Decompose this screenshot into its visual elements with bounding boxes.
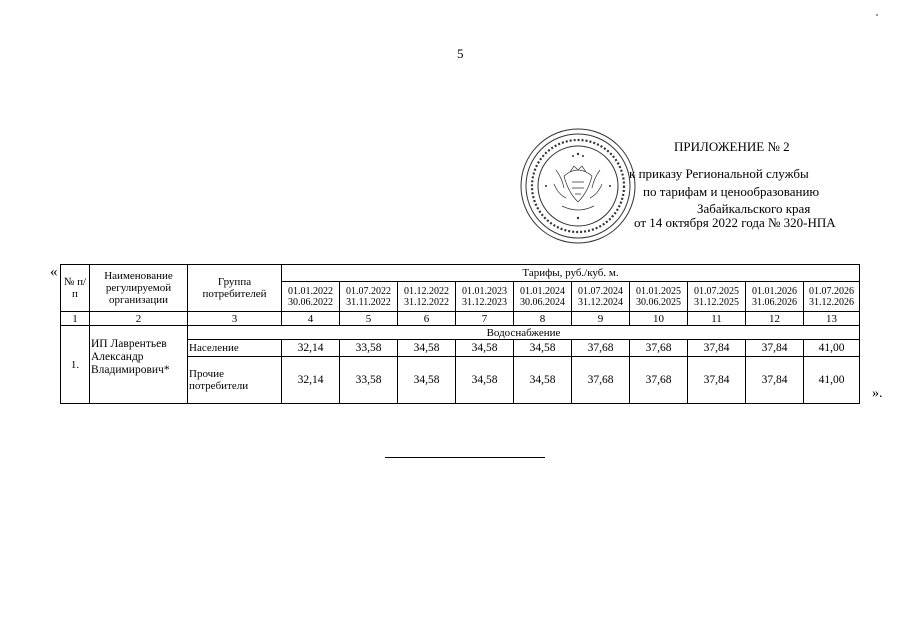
closing-quote: ». xyxy=(872,386,883,401)
tariff-value: 37,84 xyxy=(688,357,746,404)
tariff-table xyxy=(60,264,860,404)
header-number: № п/п xyxy=(61,265,90,312)
column-number: 7 xyxy=(456,312,514,326)
consumer-group-population: Население xyxy=(188,340,282,357)
period-header: 01.12.2022 31.12.2022 xyxy=(398,282,456,312)
column-number: 12 xyxy=(746,312,804,326)
period-header: 01.01.2023 31.12.2023 xyxy=(456,282,514,312)
column-number: 10 xyxy=(630,312,688,326)
tariff-value: 34,58 xyxy=(398,340,456,357)
opening-quote: « xyxy=(50,264,58,280)
tariff-value: 37,68 xyxy=(630,357,688,404)
tariff-value: 37,84 xyxy=(746,357,804,404)
column-number: 4 xyxy=(282,312,340,326)
appendix-title: ПРИЛОЖЕНИЕ № 2 xyxy=(674,139,790,154)
tariff-value: 34,58 xyxy=(514,357,572,404)
tariff-value: 37,84 xyxy=(746,340,804,357)
period-header: 01.07.2025 31.12.2025 xyxy=(688,282,746,312)
column-number: 3 xyxy=(188,312,282,326)
column-number: 13 xyxy=(804,312,860,326)
page-number: 5 xyxy=(457,46,464,61)
header-consumer-group: Группа потребителей xyxy=(188,265,282,312)
column-number: 9 xyxy=(572,312,630,326)
row-number: 1. xyxy=(61,326,90,404)
tariff-value: 32,14 xyxy=(282,340,340,357)
period-header: 01.01.2025 30.06.2025 xyxy=(630,282,688,312)
column-number: 8 xyxy=(514,312,572,326)
header-tariffs: Тарифы, руб./куб. м. xyxy=(282,265,860,282)
column-number: 5 xyxy=(340,312,398,326)
end-rule xyxy=(385,457,545,458)
tariff-value: 34,58 xyxy=(456,340,514,357)
tariff-value: 33,58 xyxy=(340,357,398,404)
appendix-region-line: Забайкальского края xyxy=(697,201,811,216)
column-number: 2 xyxy=(90,312,188,326)
consumer-group-other: Прочие потребители xyxy=(188,357,282,404)
tariff-value: 34,58 xyxy=(514,340,572,357)
period-header: 01.07.2024 31.12.2024 xyxy=(572,282,630,312)
tariff-value: 33,58 xyxy=(340,340,398,357)
tariff-value: 41,00 xyxy=(804,357,860,404)
tariff-value: 37,68 xyxy=(572,357,630,404)
column-number: 11 xyxy=(688,312,746,326)
scan-speck xyxy=(876,14,878,16)
tariff-value: 34,58 xyxy=(398,357,456,404)
appendix-service-line: по тарифам и ценообразованию xyxy=(643,184,820,199)
organization-name: ИП Лаврентьев Александр Владимирович* xyxy=(90,326,188,404)
tariff-value: 34,58 xyxy=(456,357,514,404)
column-number: 6 xyxy=(398,312,456,326)
appendix-date-line: от 14 октября 2022 года № 320-НПА xyxy=(634,215,836,230)
section-water-supply: Водоснабжение xyxy=(188,326,860,340)
tariff-value: 37,68 xyxy=(572,340,630,357)
period-header: 01.07.2022 31.11.2022 xyxy=(340,282,398,312)
appendix-order-line: к приказу Региональной службы xyxy=(629,166,809,181)
tariff-value: 37,68 xyxy=(630,340,688,357)
tariff-value: 32,14 xyxy=(282,357,340,404)
header-organization: Наименование регулируемой организации xyxy=(90,265,188,312)
official-seal-icon xyxy=(518,126,638,246)
tariff-value: 37,84 xyxy=(688,340,746,357)
tariff-value: 41,00 xyxy=(804,340,860,357)
column-number: 1 xyxy=(61,312,90,326)
period-header: 01.07.2026 31.12.2026 xyxy=(804,282,860,312)
period-header: 01.01.2026 31.06.2026 xyxy=(746,282,804,312)
period-header: 01.01.2022 30.06.2022 xyxy=(282,282,340,312)
period-header: 01.01.2024 30.06.2024 xyxy=(514,282,572,312)
